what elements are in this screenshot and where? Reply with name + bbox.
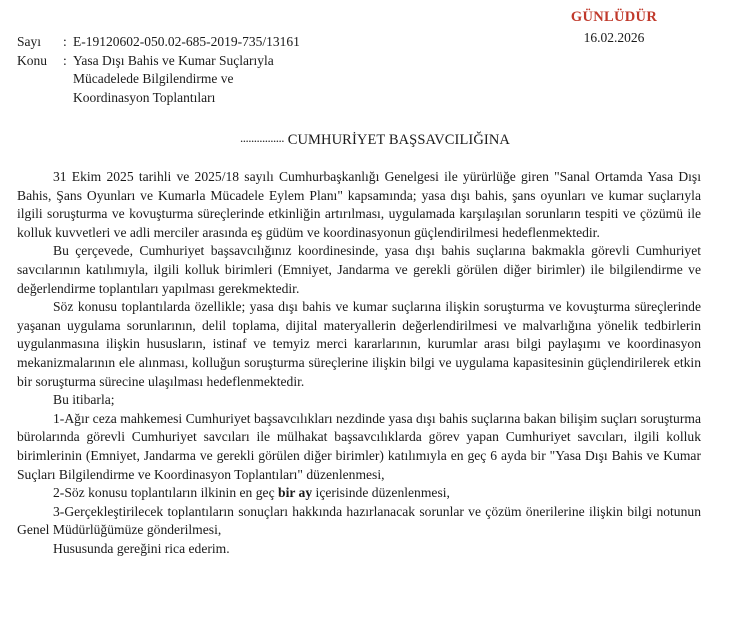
document-header-right bbox=[514, 8, 714, 47]
body-list-item-1: 1-Ağır ceza mahkemesi Cumhuriyet başsavcılıkları nezdinde yasa dışı bahis suçlarına bakan bilişim suçları soruşturma bürolarında görevli Cumhuriyet savcıları ile mülhakat başsavcılıklarda görev yapan Cumhuriyet savcıları, ilgili kolluk birimlerinin (Emniyet, Jandarma ve gerekli görülen diğer birimler) katılımıyla en geç 6 ayda bir "Yasa Dışı Bahis ve Kumar Suçları Bilgilendirme ve Koordinasyon Toplantıları" düzenlenmesi, bbox=[17, 410, 701, 482]
addressee-line bbox=[0, 130, 750, 149]
list-item-2-text-before: 2-Söz konusu toplantıların ilkinin en geç bbox=[53, 485, 279, 501]
konu-label: Konu bbox=[17, 52, 47, 68]
document-date: 16.02.2026 bbox=[583, 29, 645, 45]
konu-value-line-2: Mücadelede Bilgilendirme ve bbox=[73, 71, 234, 86]
konu-separator: : bbox=[63, 52, 67, 68]
document-metadata bbox=[17, 33, 300, 107]
addressee-title: CUMHURİYET BAŞSAVCILIĞINA bbox=[287, 132, 511, 148]
body-paragraph-bu-itibarla: Bu itibarla; bbox=[53, 392, 115, 408]
konu-value-line-3: Koordinasyon Toplantıları bbox=[73, 89, 216, 105]
sayi-value: E-19120602-050.02-685-2019-735/13161 bbox=[73, 34, 300, 49]
sayi-label: Sayı bbox=[17, 34, 42, 49]
body-closing-line: Hususunda gereğini rica ederim. bbox=[53, 540, 230, 556]
document-body bbox=[17, 168, 701, 558]
konu-value-line-1: Yasa Dışı Bahis ve Kumar Suçlarıyla bbox=[73, 52, 274, 68]
list-item-2-text-after: içerisinde düzenlenmesi, bbox=[312, 485, 450, 501]
sayi-separator: : bbox=[63, 34, 67, 49]
body-list-item-3: 3-Gerçekleştirilecek toplantıların sonuçları hakkında hazırlanacak sorunlar ve çözüm önerilerine ilişkin bilgi notunun Genel Müdürlüğümüze gönderilmesi, bbox=[17, 503, 701, 538]
body-paragraph-3: Söz konusu toplantılarda özellikle; yasa dışı bahis ve kumar suçlarına ilişkin soruşturma ve kovuşturma süreçlerinde yaşanan uygulama sorunlarının, delil toplama, dijital materyallerin değerlendirilmesi ve malvarlığına yönelik tedbirlerin uygulanmasına ilişkin hususların, istinaf ve temyiz merci kararlarının, kurumlar arası bilgi paylaşımı ve koordinasyon mekanizmalarının ele alınması, kolluğun soruşturma süreçlerine ilişkin bilgi ve uygulama kapasitesinin güçlendirilerek etkin bir soruşturma sürecine ulaşılması hedeflenmektedir. bbox=[17, 299, 701, 389]
metadata-row-sayi bbox=[17, 33, 300, 52]
body-paragraph-2: Bu çerçevede, Cumhuriyet başsavcılığınız koordinesinde, yasa dışı bahis suçlarına bakmakla görevli Cumhuriyet savcılarının katılımıyla, ilgili kolluk birimleri (Emniyet, Jandarma ve gerekli görülen diğer birimler) ile bilgilendirme ve değerlendirme toplantıları yapılması gerekmektedir. bbox=[17, 243, 701, 296]
urgency-stamp: GÜNLÜDÜR bbox=[570, 9, 658, 25]
addressee-dots: ................ bbox=[239, 130, 284, 145]
body-paragraph-1: 31 Ekim 2025 tarihli ve 2025/18 sayılı Cumhurbaşkanlığı Genelgesi ile yürürlüğe giren "Sanal Ortamda Yasa Dışı Bahis, Şans Oyunları ve Kumarla Mücadele Eylem Planı" kapsamında; yasa dışı bahis, şans oyunları ve kumar suçlarıyla ilgili soruşturma ve kovuşturma süreçlerinde etkinliğin artırılması, uygulamada karşılaşılan sorunların tespiti ve çözümü ile kolluk kuvvetleri ve adli merciler arasında eş güdüm ve koordinasyonun güçlendirilmesi hedeflenmektedir. bbox=[17, 169, 701, 240]
list-item-2-emphasis: bir ay bbox=[278, 485, 313, 501]
body-list-item-2 bbox=[17, 484, 701, 503]
metadata-row-konu bbox=[17, 52, 300, 71]
